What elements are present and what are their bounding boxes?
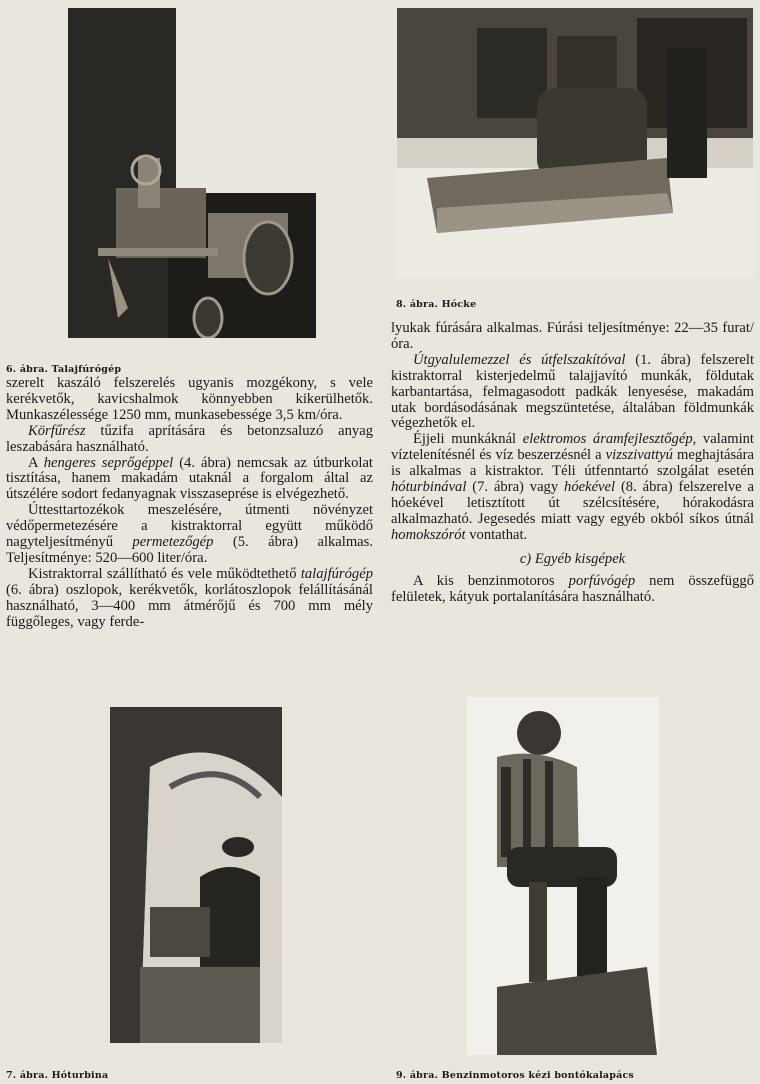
paragraph [6,424,373,456]
paragraph: szerelt kaszáló felszerelés ugyanis mozgékony, s vele kerékvetők, kavicshalmok könnyebben kikerülhetők. Munkaszélessége 1250 mm, munkasebessége 3,5 km/óra. [6,375,373,423]
text: meghajtására is alkalmas a kistraktor. Téli útfenntartó szolgálat esetén [391,447,754,480]
figure-8-photo [397,8,753,278]
term: hóturbinával [391,479,467,496]
paragraph [6,567,373,631]
text: (1. ábra) felszerelt kistraktorral kisterjedelmű talajjavító munkák, földutak karbantartása, felmagasodott padkák lenyesése, makadám utak bordásodásának megszüntetése, általában földmunkák végezhetők el. [391,351,754,432]
paragraph [391,353,754,433]
text: (4. ábra) nemcsak az útburkolat tisztítása, hanem makadám utaknál a forgalom által az útszélére sodort fedanyagnak visszaseprése is elvégezhető. [6,454,373,503]
figure-9-caption: 9. ábra. Benzinmotoros kézi bontókalapács [396,1070,634,1081]
term: Körfűrész [28,422,86,439]
text: A [28,454,44,471]
text: (5. ábra) alkalmas. Teljesítménye: 520—600 liter/óra. [6,534,373,566]
term: homokszórót [391,526,466,543]
figure-6-caption: 6. ábra. Talajfúrógép [6,364,122,375]
term: permetezőgép [132,534,214,551]
text: , valamint víztelenítésnél és víz beszerzésnél a [391,431,754,464]
term: talajfúrógép [300,565,373,582]
figure-7-photo [110,707,282,1043]
right-column-text [391,321,754,605]
text: vontathat. [465,526,528,543]
text: Úttesttartozékok meszelésére, útmenti növényzet védőpermetezésére a kistraktorral együtt működő nagyteljesítményű [6,502,373,551]
paragraph [6,503,373,567]
paragraph [391,574,754,606]
text: (8. ábra) felszerelve a hóekével letisztított út szélcsítésére, hórakodásra alkalmazható. Jegesedés miatt vagy egyéb okból síkos útnál [391,479,754,527]
text: Kistraktorral szállítható és vele működtethető [28,565,301,582]
paragraph [391,432,754,543]
paragraph: lyukak fúrására alkalmas. Fúrási teljesítménye: 22—35 furat/óra. [391,320,754,352]
figure-8-caption: 8. ábra. Hócke [396,299,477,310]
figure-9-photo [467,697,659,1055]
paragraph [6,456,373,504]
left-column-text [6,376,373,631]
text: A kis benzinmotoros [413,572,569,589]
text: tűzifa aprítására és betonzsaluzó anyag leszabására használható. [6,422,373,455]
figure-7-caption: 7. ábra. Hóturbina [6,1070,109,1081]
term: hóekével [564,479,616,496]
text: (7. ábra) vagy [466,479,565,496]
term: vizszivattyú [605,447,673,464]
text: (6. ábra) oszlopok, kerékvetők, korlátoszlopok felállításánál használható, 3—400 mm átmérőjű és 700 mm mély függőleges, vagy ferde- [6,581,373,630]
term: porfúvógép [568,572,636,589]
section-heading: c) Egyéb kisgépek [519,550,626,567]
figure-6-photo [68,8,316,338]
term: hengeres seprőgéppel [43,454,174,471]
term: elektromos áramfejlesztőgép [522,431,693,448]
text: nem összefüggő felületek, kátyuk portalanítására használható. [391,572,754,605]
term: Útgyalulemezzel és útfelszakítóval [413,351,626,368]
text: Éjjeli munkáknál [413,431,523,448]
